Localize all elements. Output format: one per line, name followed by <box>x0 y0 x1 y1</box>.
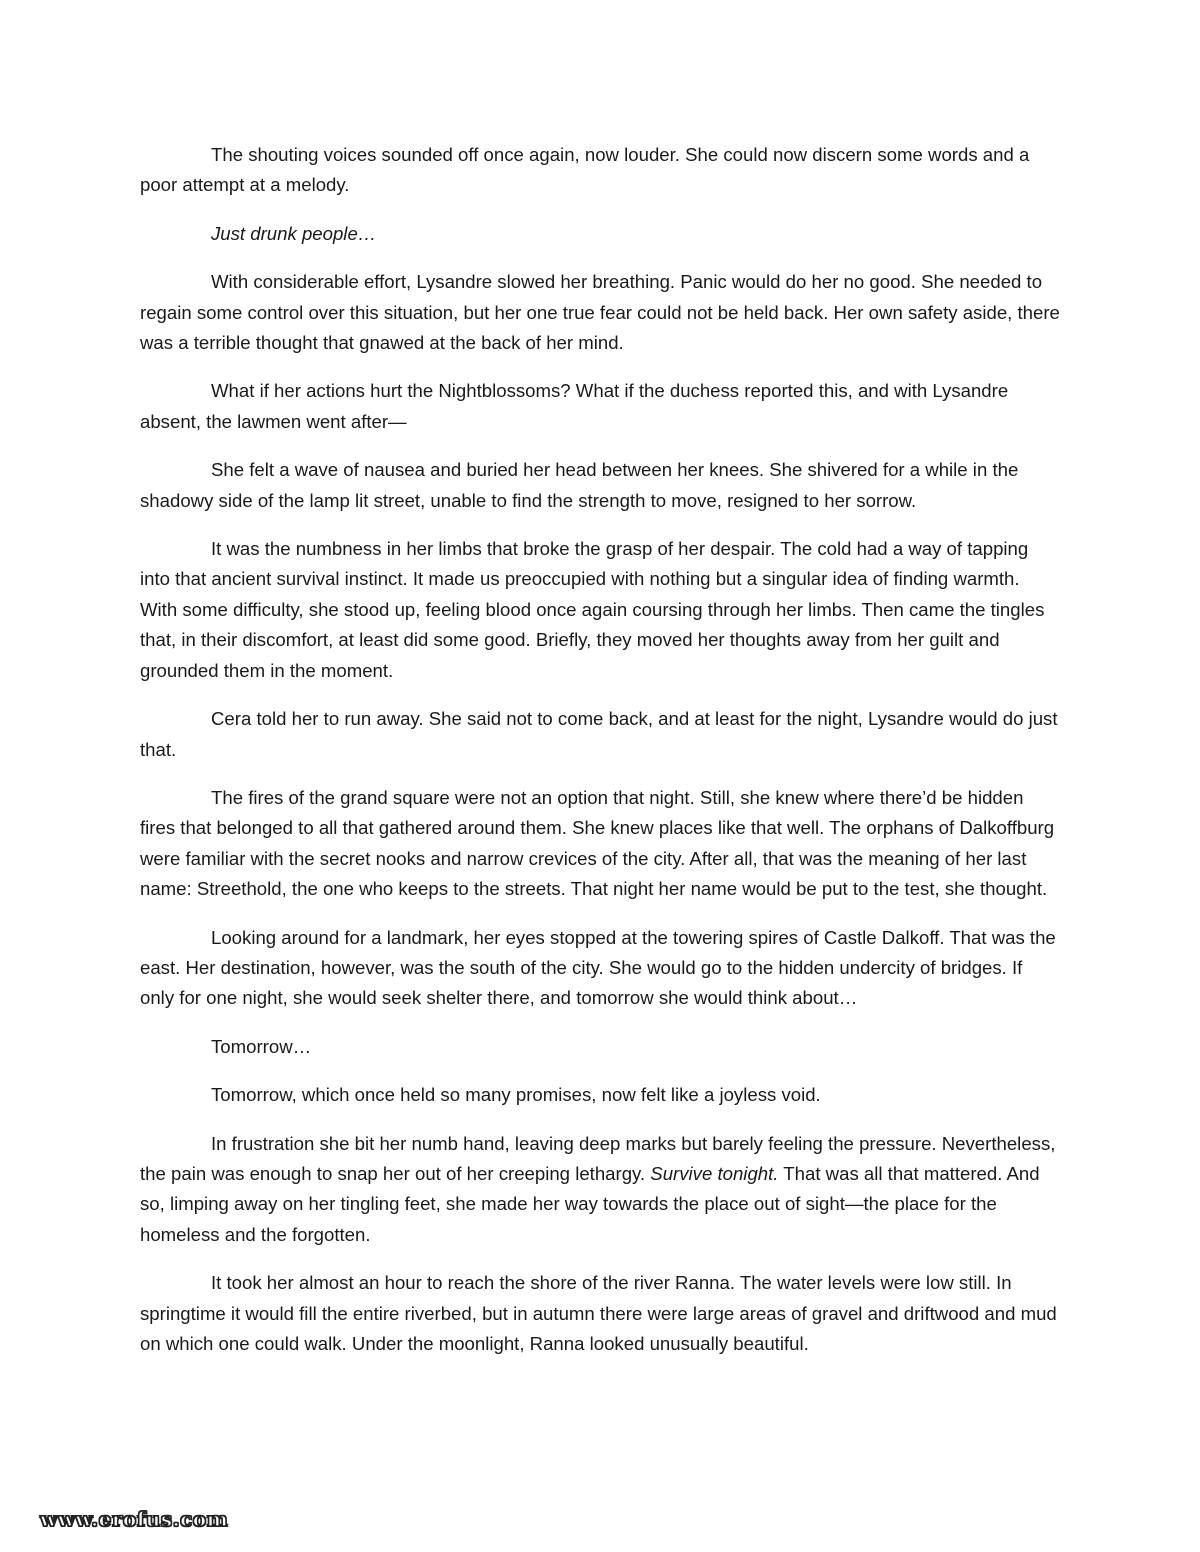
paragraph-13: It took her almost an hour to reach the shore of the river Ranna. The water levels were low still. In springtime it would fill the entire riverbed, but in autumn there were large areas of gravel and driftwood and mud on which one could walk. Under the moonlight, Ranna looked unusually beautiful. <box>140 1272 1057 1354</box>
document-body <box>140 140 1060 1377</box>
paragraph-10: Tomorrow… <box>211 1035 312 1057</box>
paragraph-4: What if her actions hurt the Nightblossoms? What if the duchess reported this, and with Lysandre absent, the lawmen went after— <box>140 380 1009 432</box>
paragraph-12 <box>140 1129 1060 1251</box>
paragraph-7: Cera told her to run away. She said not to come back, and at least for the night, Lysandre would do just that. <box>140 708 1058 760</box>
paragraph-12-start: In frustration she bit her numb hand, leaving deep marks but barely feeling the pressure. Nevertheless, the pain was enough to snap her out of her creeping lethargy. <box>140 1132 1056 1184</box>
paragraph-11: Tomorrow, which once held so many promises, now felt like a joyless void. <box>211 1084 821 1106</box>
paragraph-8: The fires of the grand square were not an option that night. Still, she knew where there’d be hidden fires that belonged to all that gathered around them. She knew places like that well. The orphans of Dalkoffburg were familiar with the secret nooks and narrow crevices of the city. After all, that was the meaning of her last name: Streethold, the one who keeps to the streets. That night her name would be put to the test, she thought. <box>140 786 1055 900</box>
watermark-link[interactable]: www.erofus.com <box>40 1507 229 1531</box>
paragraph-3: With considerable effort, Lysandre slowed her breathing. Panic would do her no good. She needed to regain some control over this situation, but her one true fear could not be held back. Her own safety aside, there was a terrible thought that gnawed at the back of her mind. <box>140 271 1060 354</box>
paragraph-1: The shouting voices sounded off once again, now louder. She could now discern some words and a poor attempt at a melody. <box>140 144 1030 196</box>
italic-thought: Just drunk people… <box>211 222 377 244</box>
paragraph-12-end: That was all that mattered. And so, limping away on her tingling feet, she made her way towards the place out of sight—the place for the homeless and the forgotten. <box>140 1162 1040 1245</box>
paragraph-2 <box>140 219 1060 249</box>
paragraph-9: Looking around for a landmark, her eyes stopped at the towering spires of Castle Dalkoff. That was the east. Her destination, however, was the south of the city. She would go to the hidden undercity of bridges. If only for one night, she would seek shelter there, and tomorrow she would think about… <box>140 926 1056 1009</box>
italic-emphasis: Survive tonight. <box>650 1162 779 1184</box>
paragraph-5: She felt a wave of nausea and buried her head between her knees. She shivered for a while in the shadowy side of the lamp lit street, unable to find the strength to move, resigned to her sorrow. <box>140 459 1019 511</box>
paragraph-6: It was the numbness in her limbs that broke the grasp of her despair. The cold had a way of tapping into that ancient survival instinct. It made us preoccupied with nothing but a singular idea of finding warmth. With some difficulty, she stood up, feeling blood once again coursing through her limbs. Then came the tingles that, in their discomfort, at least did some good. Briefly, they moved her thoughts away from her guilt and grounded them in the moment. <box>140 538 1045 681</box>
